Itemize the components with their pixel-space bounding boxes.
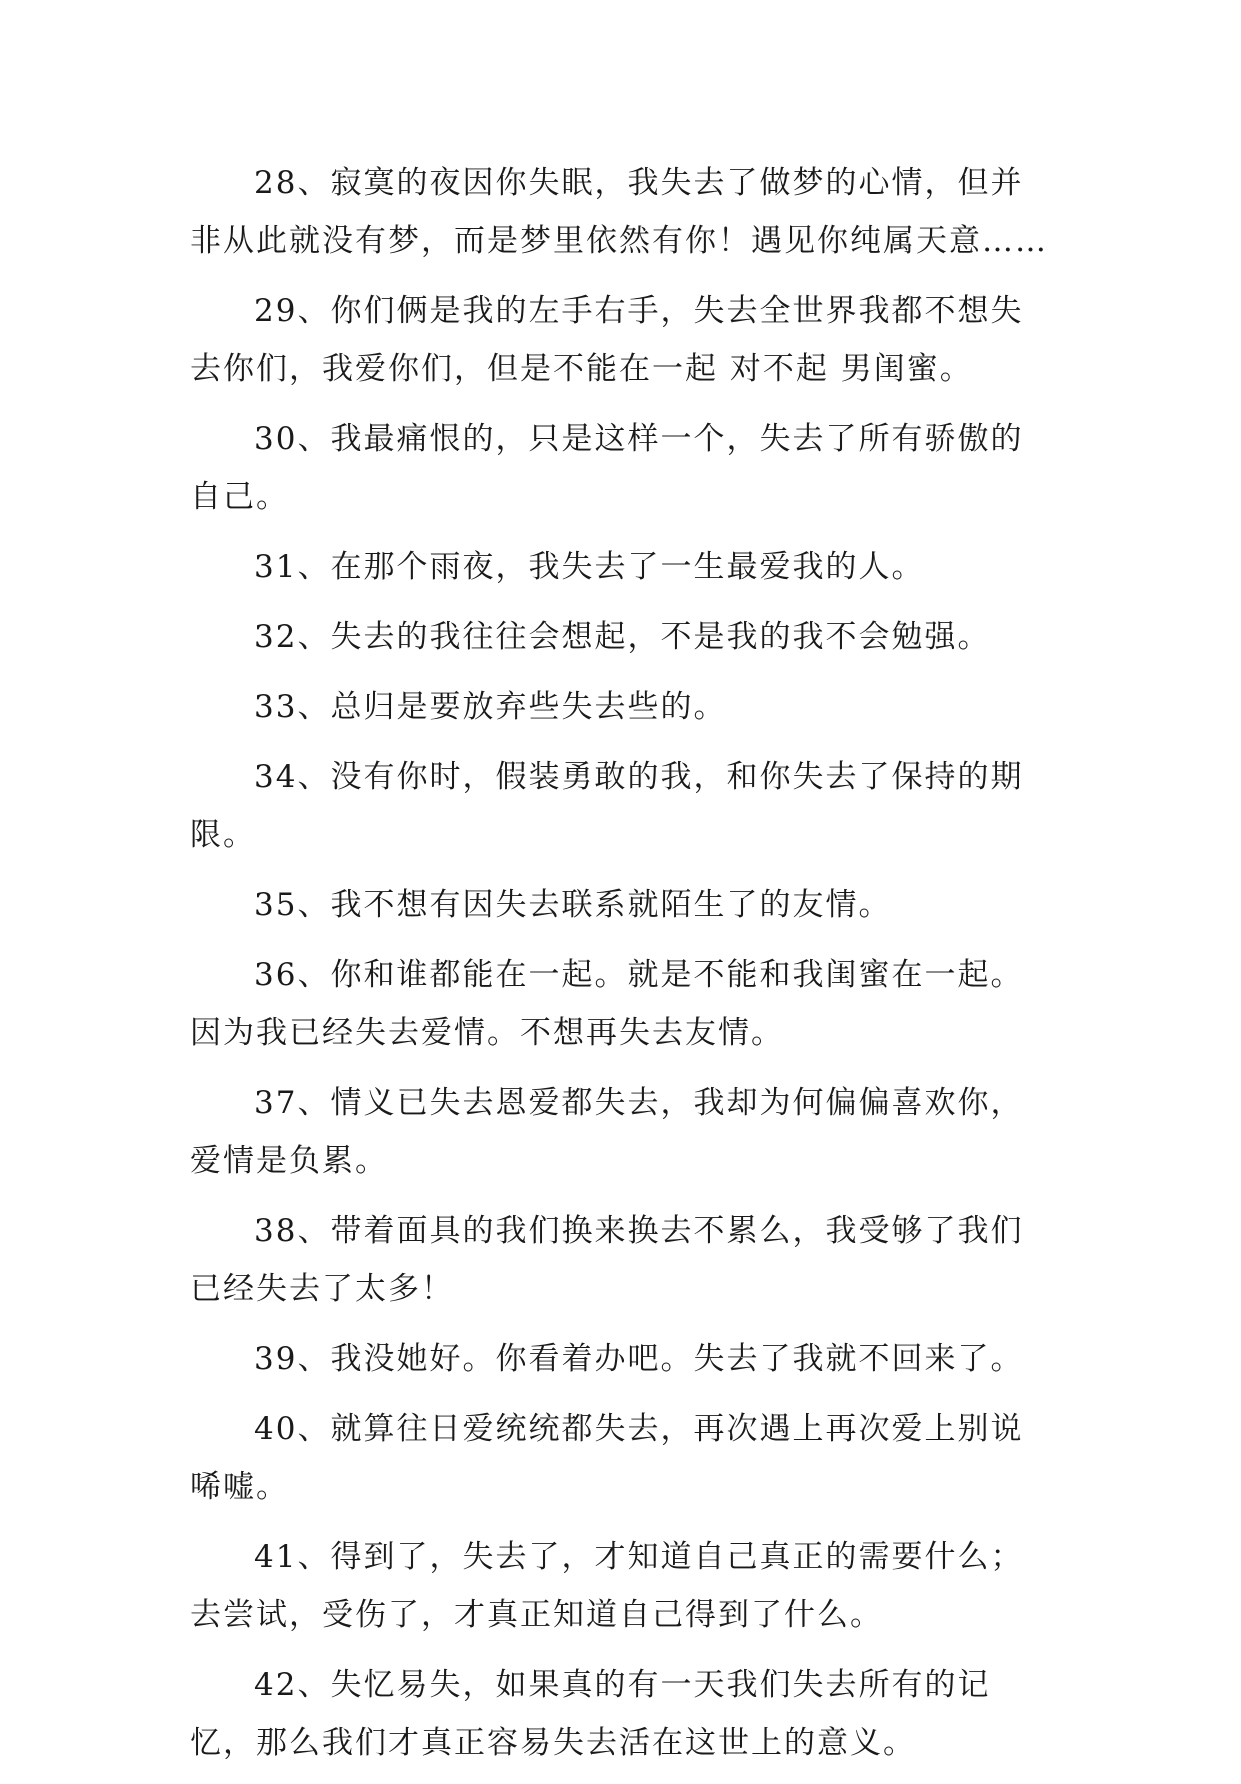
paragraph-28: 28、寂寞的夜因你失眠，我失去了做梦的心情，但并非从此就没有梦，而是梦里依然有你！遇见你纯属天意…… — [190, 165, 1048, 259]
paragraph-41: 41、得到了，失去了，才知道自己真正的需要什么；去尝试，受伤了，才真正知道自己得到了什么。 — [190, 1539, 1024, 1633]
paragraph-35: 35、我不想有因失去联系就陌生了的友情。 — [254, 887, 892, 923]
paragraph-40: 40、就算往日爱统统都失去，再次遇上再次爱上别说唏嘘。 — [190, 1411, 1024, 1505]
paragraph-36: 36、你和谁都能在一起。就是不能和我闺蜜在一起。因为我已经失去爱情。不想再失去友情。 — [190, 957, 1024, 1051]
paragraph-38: 38、带着面具的我们换来换去不累么，我受够了我们已经失去了太多！ — [190, 1213, 1024, 1307]
paragraph-39: 39、我没她好。你看着办吧。失去了我就不回来了。 — [254, 1341, 1024, 1377]
paragraph-34: 34、没有你时，假装勇敢的我，和你失去了保持的期限。 — [190, 759, 1024, 853]
paragraph-29: 29、你们俩是我的左手右手，失去全世界我都不想失去你们，我爱你们，但是不能在一起 对不起 男闺蜜。 — [190, 293, 1024, 387]
paragraph-37: 37、情义已失去恩爱都失去，我却为何偏偏喜欢你，爱情是负累。 — [190, 1085, 1024, 1179]
paragraph-30: 30、我最痛恨的，只是这样一个，失去了所有骄傲的自己。 — [190, 421, 1024, 515]
paragraph-32: 32、失去的我往往会想起，不是我的我不会勉强。 — [254, 619, 991, 655]
paragraph-42: 42、失忆易失，如果真的有一天我们失去所有的记忆，那么我们才真正容易失去活在这世上的意义。 — [190, 1667, 991, 1761]
paragraph-33: 33、总归是要放弃些失去些的。 — [254, 689, 727, 725]
document-body — [190, 154, 1050, 1784]
paragraph-31: 31、在那个雨夜，我失去了一生最爱我的人。 — [254, 549, 925, 585]
